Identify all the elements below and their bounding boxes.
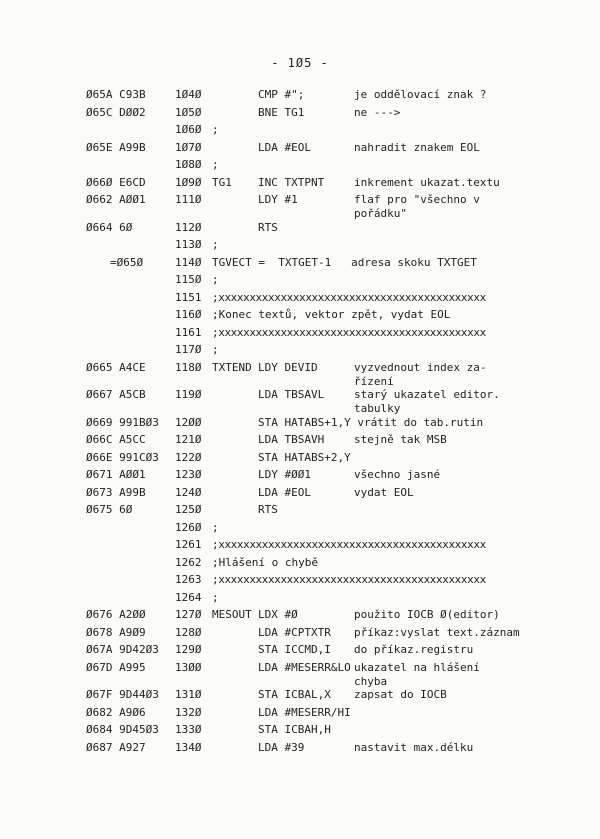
line-number: 1161 <box>175 325 202 339</box>
line-instruction: LDA TBSAVL <box>258 388 325 401</box>
line-number: 124Ø <box>175 485 202 499</box>
listing-line <box>0 486 600 500</box>
listing-line <box>0 626 600 640</box>
listing-line <box>0 106 600 120</box>
line-instruction: LDA #CPTXTR <box>258 625 331 639</box>
listing-line <box>0 360 600 388</box>
line-label: ; <box>212 590 219 604</box>
line-address: Ø669 991BØ3 <box>86 415 159 429</box>
line-address: Ø671 AØØ1 <box>86 468 146 481</box>
line-label: ; <box>212 123 219 136</box>
line-address: Ø65E A99B <box>86 140 146 154</box>
line-address: Ø66Ø E6CD <box>86 175 146 189</box>
line-comment: použito IOCB Ø(editor) <box>354 608 500 621</box>
separator-line: ;xxxxxxxxxxxxxxxxxxxxxxxxxxxxxxxxxxxxxxxxxxx <box>212 538 486 551</box>
listing-line <box>0 221 600 235</box>
line-instruction: BNE TG1 <box>258 105 305 119</box>
line-comment: ukazatel na hlášení chyba <box>354 660 480 688</box>
listing-line <box>0 433 600 447</box>
line-address: Ø687 A927 <box>86 740 146 754</box>
line-instruction: LDA #MESERR/HI <box>258 705 351 719</box>
line-address: Ø675 6Ø <box>86 503 133 516</box>
listing-line <box>0 741 600 755</box>
listing-line <box>0 608 600 622</box>
line-number: 1Ø6Ø <box>175 123 202 136</box>
line-comment: zapsat do IOCB <box>354 688 447 701</box>
line-number: 112Ø <box>175 220 202 234</box>
line-label: ; <box>212 343 219 356</box>
listing-line <box>0 273 600 287</box>
line-number: 116Ø <box>175 308 202 321</box>
listing-line <box>0 141 600 155</box>
line-instruction: STA ICCMD,I <box>258 643 331 656</box>
line-comment: do příkaz.registru <box>354 643 474 656</box>
line-number: 1Ø9Ø <box>175 175 202 189</box>
listing-line <box>0 723 600 737</box>
listing-line <box>0 468 600 482</box>
listing-line <box>0 451 600 465</box>
line-address: Ø664 6Ø <box>86 220 133 234</box>
line-comment: ne ---> <box>354 105 401 119</box>
line-instruction: LDY DEVID <box>258 360 318 374</box>
line-address: Ø67D A995 <box>86 660 146 674</box>
separator-line: ;xxxxxxxxxxxxxxxxxxxxxxxxxxxxxxxxxxxxxxxxxxx <box>212 573 486 586</box>
line-comment: nahradit znakem EOL <box>354 140 480 154</box>
line-address: Ø682 A9Ø6 <box>86 705 146 719</box>
line-number: 131Ø <box>175 688 202 701</box>
listing-line <box>0 591 600 605</box>
line-address: Ø65A C93B <box>86 88 146 101</box>
line-number: 128Ø <box>175 625 202 639</box>
listing-line <box>0 291 600 305</box>
line-instruction: STA ICBAH,H <box>258 723 331 736</box>
line-number: 129Ø <box>175 643 202 656</box>
line-statement: ;Konec textů, vektor zpět, vydat EOL <box>212 308 451 321</box>
line-label: TG1 <box>212 175 232 189</box>
line-instruction: INC TXTPNT <box>258 175 325 189</box>
listing-line <box>0 556 600 570</box>
line-number: 113Ø <box>175 238 202 251</box>
line-number: 1263 <box>175 573 202 586</box>
listing-line <box>0 503 600 517</box>
line-address: Ø665 A4CE <box>86 360 146 374</box>
line-address: Ø684 9D45Ø3 <box>86 723 159 736</box>
line-instruction: LDA #39 <box>258 740 305 754</box>
line-number: 134Ø <box>175 740 202 754</box>
line-label: ; <box>212 158 219 171</box>
line-number: 121Ø <box>175 433 202 446</box>
listing-line <box>0 538 600 552</box>
line-address: Ø678 A9Ø9 <box>86 625 146 639</box>
line-address: Ø673 A99B <box>86 485 146 499</box>
separator-line: ;xxxxxxxxxxxxxxxxxxxxxxxxxxxxxxxxxxxxxxxxxxx <box>212 290 486 304</box>
line-number: 1264 <box>175 590 202 604</box>
line-address: Ø66C A5CC <box>86 433 146 446</box>
line-number: 1262 <box>175 555 202 569</box>
line-instruction: LDX #Ø <box>258 608 298 621</box>
separator-line: ;xxxxxxxxxxxxxxxxxxxxxxxxxxxxxxxxxxxxxxxxxxx <box>212 325 486 339</box>
line-address: Ø67F 9D44Ø3 <box>86 688 159 701</box>
line-number: 132Ø <box>175 705 202 719</box>
line-label: TXTEND <box>212 360 252 374</box>
listing-line <box>0 706 600 720</box>
line-comment: stejně tak MSB <box>354 433 447 446</box>
line-comment: příkaz:vyslat text.záznam <box>354 625 520 639</box>
line-instruction: LDA TBSAVH <box>258 433 325 446</box>
line-comment: inkrement ukazat.textu <box>354 175 500 189</box>
line-number: 119Ø <box>175 388 202 401</box>
line-number: 123Ø <box>175 468 202 481</box>
line-address: Ø676 A2ØØ <box>86 608 146 621</box>
line-number: 1151 <box>175 290 202 304</box>
listing-line <box>0 643 600 657</box>
line-number: 1Ø4Ø <box>175 88 202 101</box>
listing-line <box>0 256 600 270</box>
listing-line <box>0 238 600 252</box>
line-instruction: LDY #ØØ1 <box>258 468 311 481</box>
line-statement: ;Hlášení o chybě <box>212 555 318 569</box>
line-number: 118Ø <box>175 360 202 374</box>
line-number: 1Ø5Ø <box>175 105 202 119</box>
line-instruction: LDA #MESERR&LO <box>258 660 351 674</box>
line-instruction: RTS <box>258 220 278 234</box>
line-number: 114Ø <box>175 255 202 269</box>
listing-line <box>0 660 600 688</box>
line-comment: vyzvednout index za- řízení <box>354 360 487 388</box>
line-number: 117Ø <box>175 343 202 356</box>
line-number: 127Ø <box>175 608 202 621</box>
listing-line <box>0 88 600 102</box>
line-instruction: RTS <box>258 503 278 516</box>
listing-line <box>0 521 600 535</box>
page-number: - 1Ø5 - <box>271 56 329 70</box>
line-instruction: STA HATABS+1,Y vrátit do tab.rutin <box>258 415 484 429</box>
line-comment: flaf pro "všechno v pořádku" <box>354 193 480 220</box>
line-address: Ø65C DØØ2 <box>86 105 146 119</box>
line-address: =Ø65Ø <box>110 255 144 269</box>
listing-line <box>0 388 600 415</box>
line-instruction: LDY #1 <box>258 193 298 206</box>
line-number: 133Ø <box>175 723 202 736</box>
listing-line <box>0 123 600 137</box>
line-number: 13ØØ <box>175 660 202 674</box>
line-comment: nastavit max.délku <box>354 740 474 754</box>
line-instruction: STA ICBAL,X <box>258 688 331 701</box>
line-comment: je oddělovací znak ? <box>354 88 487 101</box>
listing-line <box>0 308 600 322</box>
line-number: 12ØØ <box>175 415 202 429</box>
listing-line <box>0 416 600 430</box>
listing-line <box>0 573 600 587</box>
line-address: Ø67A 9D42Ø3 <box>86 643 159 656</box>
line-comment: starý ukazatel editor. tabulky <box>354 388 500 415</box>
line-instruction: STA HATABS+2,Y <box>258 450 351 464</box>
line-instruction: LDA #EOL <box>258 140 311 154</box>
listing-line <box>0 343 600 357</box>
line-address: Ø662 AØØ1 <box>86 193 146 206</box>
line-number: 1Ø8Ø <box>175 158 202 171</box>
line-statement: TGVECT = TXTGET-1 adresa skoku TXTGET <box>212 255 477 269</box>
listing-line <box>0 326 600 340</box>
line-instruction: LDA #EOL <box>258 485 311 499</box>
listing-line <box>0 158 600 172</box>
line-number: 111Ø <box>175 193 202 206</box>
line-number: 115Ø <box>175 273 202 286</box>
line-number: 1Ø7Ø <box>175 140 202 154</box>
line-label: ; <box>212 238 219 251</box>
listing-line <box>0 193 600 220</box>
line-instruction: CMP #"; <box>258 88 305 101</box>
line-label: MESOUT <box>212 608 252 621</box>
line-number: 1261 <box>175 538 202 551</box>
line-address: Ø66E 991CØ3 <box>86 450 159 464</box>
line-number: 125Ø <box>175 503 202 516</box>
line-comment: vydat EOL <box>354 485 414 499</box>
line-label: ; <box>212 520 219 534</box>
line-number: 122Ø <box>175 450 202 464</box>
listing-line <box>0 688 600 702</box>
listing-line <box>0 176 600 190</box>
line-number: 126Ø <box>175 520 202 534</box>
line-label: ; <box>212 273 219 286</box>
line-address: Ø667 A5CB <box>86 388 146 401</box>
line-comment: všechno jasné <box>354 468 441 481</box>
